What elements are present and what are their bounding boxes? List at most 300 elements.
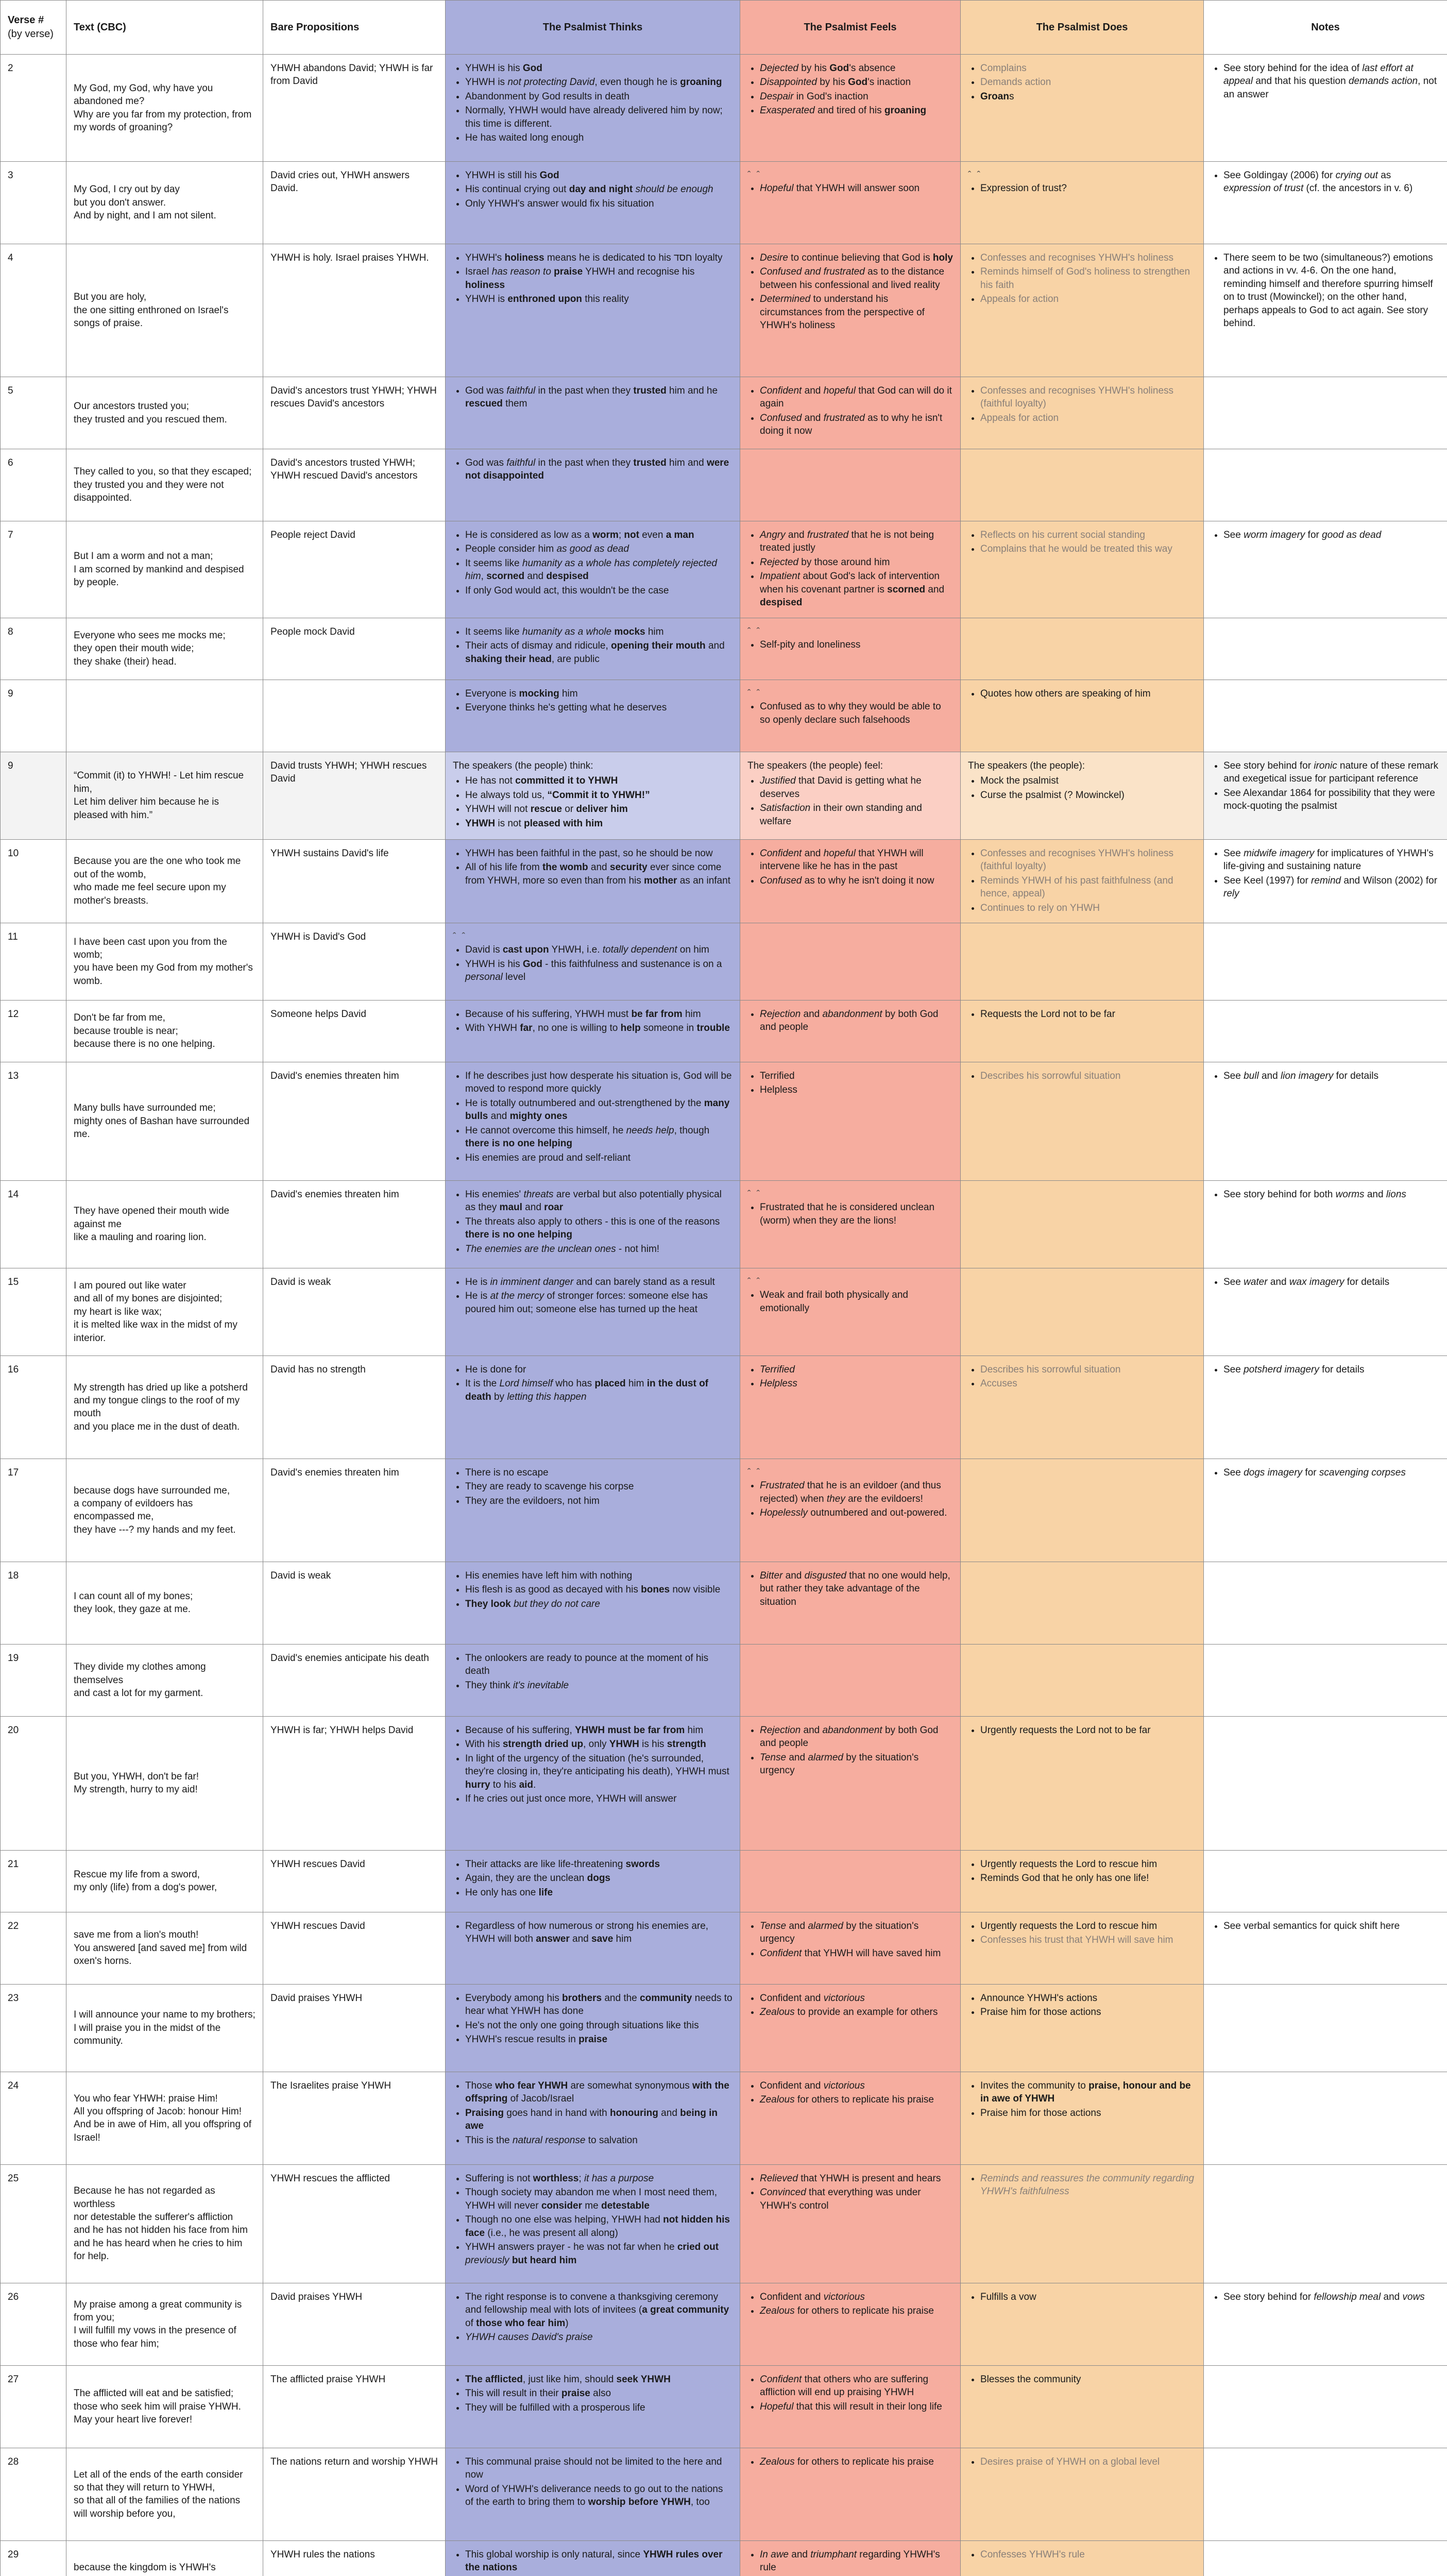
header-verse: Verse # (by verse) xyxy=(1,1,66,55)
list-item: • Zealous for others to replicate his praise xyxy=(760,2304,953,2317)
notes xyxy=(1204,1716,1447,1850)
verse-text: My praise among a great community is from you; I will fulfill my vows in the presence of those who fear him; xyxy=(66,2283,263,2365)
psalmist-does xyxy=(961,2072,1204,2164)
psalmist-feels xyxy=(740,2448,961,2540)
list-item: • YHWH is still his God xyxy=(465,169,733,182)
list-item: • In light of the urgency of the situation (he's surrounded, they're closing in, they're anticipating his death), YHWH must hurry to his aid. xyxy=(465,1752,733,1791)
psalmist-feels xyxy=(740,2283,961,2365)
notes xyxy=(1204,55,1447,162)
verse-text: because dogs have surrounded me, a company of evildoers has encompassed me, they have ---? my hands and my feet. xyxy=(66,1459,263,1562)
notes xyxy=(1204,244,1447,377)
bare-proposition: David is weak xyxy=(263,1562,446,1644)
list-item: • He only has one life xyxy=(465,1886,733,1899)
psalmist-thinks xyxy=(446,2164,740,2283)
psalmist-feels xyxy=(740,2164,961,2283)
list-item: • It seems like humanity as a whole has completely rejected him, scorned and despised xyxy=(465,557,733,583)
psalmist-does xyxy=(961,2540,1204,2576)
table-row xyxy=(1,1984,1447,2072)
verse-number: 27 xyxy=(1,2365,66,2448)
verse-number: 6 xyxy=(1,449,66,521)
list-item: • Confesses and recognises YHWH's holiness xyxy=(980,251,1196,264)
list-item: • Confident and victorious xyxy=(760,2079,953,2092)
list-item: • Praising goes hand in hand with honouring and being in awe xyxy=(465,2107,733,2133)
bare-proposition: David's enemies anticipate his death xyxy=(263,1644,446,1716)
list-item: • The afflicted, just like him, should seek YHWH xyxy=(465,2373,733,2386)
table-row xyxy=(1,244,1447,377)
notes xyxy=(1204,680,1447,752)
verse-number: 16 xyxy=(1,1355,66,1459)
list-item: • Hopeful that this will result in their long life xyxy=(760,2400,953,2413)
psalmist-thinks xyxy=(446,1912,740,1984)
list-item: • There seem to be two (simultaneous?) emotions and actions in vv. 4-6. On the one hand, reminding himself and therefore spurring himself on to trust (Mowinckel); on the other hand, perhaps appeals to God to act again. See story behind. xyxy=(1223,251,1440,330)
verse-number: 9 xyxy=(1,680,66,752)
verse-text: But you are holy, the one sitting enthroned on Israel's songs of praise. xyxy=(66,244,263,377)
table-row xyxy=(1,1850,1447,1912)
psalmist-thinks xyxy=(446,1562,740,1644)
verse-text: My God, my God, why have you abandoned me? Why are you far from my protection, from my words of groaning? xyxy=(66,55,263,162)
psalmist-does xyxy=(961,618,1204,680)
notes xyxy=(1204,2365,1447,2448)
list-item: • Desire to continue believing that God is holy xyxy=(760,251,953,264)
list-item: • Invites the community to praise, honour and be in awe of YHWH xyxy=(980,2079,1196,2106)
notes xyxy=(1204,1850,1447,1912)
list-item: • Terrified xyxy=(760,1363,953,1376)
verse-number: 14 xyxy=(1,1180,66,1268)
table-row xyxy=(1,1000,1447,1062)
list-item: • See Alexandar 1864 for possibility that they were mock-quoting the psalmist xyxy=(1223,787,1440,813)
table-row xyxy=(1,2164,1447,2283)
list-item: • See water and wax imagery for details xyxy=(1223,1276,1440,1289)
list-item: • He is totally outnumbered and out-strengthened by the many bulls and mighty ones xyxy=(465,1097,733,1123)
psalmist-thinks xyxy=(446,1062,740,1180)
verse-number: 11 xyxy=(1,923,66,1000)
list-item: • YHWH will not rescue or deliver him xyxy=(465,803,733,816)
list-item: • If he cries out just once more, YHWH will answer xyxy=(465,1792,733,1805)
list-item: • Word of YHWH's deliverance needs to go out to the nations of the earth to bring them to worship before YHWH, too xyxy=(465,2483,733,2509)
psalmist-does xyxy=(961,1062,1204,1180)
list-item: • Disappointed by his God's inaction xyxy=(760,76,953,89)
list-item: • Tense and alarmed by the situation's urgency xyxy=(760,1751,953,1777)
list-item: • Abandonment by God results in death xyxy=(465,90,733,103)
list-item: • Tense and alarmed by the situation's urgency xyxy=(760,1920,953,1946)
verse-text: Our ancestors trusted you; they trusted and you rescued them. xyxy=(66,377,263,449)
list-item: • His enemies have left him with nothing xyxy=(465,1569,733,1582)
list-item: • The onlookers are ready to pounce at the moment of his death xyxy=(465,1652,733,1678)
list-item: • Though society may abandon me when I most need them, YHWH will never consider me detestable xyxy=(465,2186,733,2212)
psalmist-thinks xyxy=(446,1644,740,1716)
list-item: • Groans xyxy=(980,90,1196,103)
notes xyxy=(1204,1355,1447,1459)
notes xyxy=(1204,2448,1447,2540)
bare-proposition: David's enemies threaten him xyxy=(263,1062,446,1180)
psalmist-does xyxy=(961,1562,1204,1644)
table-row xyxy=(1,2448,1447,2540)
verse-text: Everyone who sees me mocks me; they open their mouth wide; they shake (their) head. xyxy=(66,618,263,680)
list-item: • This is the natural response to salvation xyxy=(465,2134,733,2147)
list-item: • Despair in God's inaction xyxy=(760,90,953,103)
bare-proposition: David's enemies threaten him xyxy=(263,1180,446,1268)
verse-number: 10 xyxy=(1,839,66,923)
verse-number: 18 xyxy=(1,1562,66,1644)
psalmist-does xyxy=(961,1355,1204,1459)
notes xyxy=(1204,2540,1447,2576)
table-row xyxy=(1,377,1447,449)
psalmist-does xyxy=(961,2365,1204,2448)
header-does: The Psalmist Does xyxy=(961,1,1204,55)
psalmist-does xyxy=(961,2164,1204,2283)
psalmist-thinks xyxy=(446,2072,740,2164)
list-item: • Everyone thinks he's getting what he deserves xyxy=(465,701,733,714)
psalmist-feels xyxy=(740,55,961,162)
verse-text: Because you are the one who took me out of the womb, who made me feel secure upon my mother's breasts. xyxy=(66,839,263,923)
list-item: • Praise him for those actions xyxy=(980,2006,1196,2019)
psalmist-thinks: ˆ ˆ • David is cast upon YHWH, i.e. totally dependent on him • YHWH is his God - this faithfulness and sustenance is on a personal level xyxy=(446,923,740,1000)
verse-text: They have opened their mouth wide against me like a mauling and roaring lion. xyxy=(66,1180,263,1268)
notes xyxy=(1204,1062,1447,1180)
list-item: • Expression of trust? xyxy=(980,182,1196,195)
list-item: • Everybody among his brothers and the community needs to hear what YHWH has done xyxy=(465,1992,733,2018)
bare-proposition: YHWH sustains David's life xyxy=(263,839,446,923)
psalmist-feels xyxy=(740,1644,961,1716)
verse-number: 7 xyxy=(1,521,66,618)
bare-proposition: YHWH rescues the afflicted xyxy=(263,2164,446,2283)
verse-text: Rescue my life from a sword, my only (life) from a dog's power, xyxy=(66,1850,263,1912)
table-row xyxy=(1,2072,1447,2164)
psalmist-feels xyxy=(740,1355,961,1459)
psalmist-thinks xyxy=(446,1716,740,1850)
list-item: • Self-pity and loneliness xyxy=(760,638,953,651)
list-item: • Rejection and abandonment by both God and people xyxy=(760,1724,953,1750)
verse-text: “Commit (it) to YHWH! - Let him rescue him, Let him deliver him because he is pleased with him.” xyxy=(66,752,263,839)
bare-proposition: The afflicted praise YHWH xyxy=(263,2365,446,2448)
table-row xyxy=(1,2365,1447,2448)
list-item: • Appeals for action xyxy=(980,293,1196,306)
verse-number: 4 xyxy=(1,244,66,377)
list-item: • Weak and frail both physically and emotionally xyxy=(760,1289,953,1315)
psalmist-thinks xyxy=(446,2540,740,2576)
notes xyxy=(1204,2164,1447,2283)
bare-proposition: David cries out, YHWH answers David. xyxy=(263,162,446,244)
psalmist-feels xyxy=(740,449,961,521)
list-item: • His continual crying out day and night should be enough xyxy=(465,183,733,196)
list-item: • Describes his sorrowful situation xyxy=(980,1070,1196,1082)
list-item: • If only God would act, this wouldn't be the case xyxy=(465,584,733,597)
psalmist-thinks xyxy=(446,2448,740,2540)
psalmist-feels xyxy=(740,244,961,377)
list-item: • Requests the Lord not to be far xyxy=(980,1008,1196,1021)
list-item: • Confused and frustrated as to the distance between his confessional and lived reality xyxy=(760,265,953,292)
notes xyxy=(1204,521,1447,618)
psalmist-thinks xyxy=(446,618,740,680)
psalmist-thinks xyxy=(446,2283,740,2365)
list-item: • See story behind for the idea of last effort at appeal and that his question demands action, not an answer xyxy=(1223,62,1440,101)
list-item: • See verbal semantics for quick shift here xyxy=(1223,1920,1440,1933)
list-item: • Reminds YHWH of his past faithfulness (and hence, appeal) xyxy=(980,874,1196,901)
list-item: • Their attacks are like life-threatening swords xyxy=(465,1858,733,1871)
psalmist-does: ˆ ˆ • Expression of trust? xyxy=(961,162,1204,244)
list-item: • People consider him as good as dead xyxy=(465,543,733,555)
table-row xyxy=(1,1459,1447,1562)
list-item: • Describes his sorrowful situation xyxy=(980,1363,1196,1376)
psalmist-does xyxy=(961,1180,1204,1268)
verse-text: Many bulls have surrounded me; mighty ones of Bashan have surrounded me. xyxy=(66,1062,263,1180)
list-item: • Impatient about God's lack of intervention when his covenant partner is scorned and despised xyxy=(760,570,953,609)
list-item: • See story behind for fellowship meal and vows xyxy=(1223,2291,1440,2303)
list-item: • He is done for xyxy=(465,1363,733,1376)
psalmist-does xyxy=(961,449,1204,521)
list-item: • Frustrated that he is an evildoer (and thus rejected) when they are the evildoers! xyxy=(760,1479,953,1505)
list-item: • They are ready to scavenge his corpse xyxy=(465,1480,733,1493)
psalmist-feels: ˆ ˆ • Frustrated that he is considered unclean (worm) when they are the lions! xyxy=(740,1180,961,1268)
psalmist-feels: ˆ ˆ • Frustrated that he is an evildoer (and thus rejected) when they are the evildoers! • Hopelessly outnumbered and out-powered. xyxy=(740,1459,961,1562)
list-item: • Helpless xyxy=(760,1377,953,1390)
psalmist-feels: The speakers (the people) feel: • Justified that David is getting what he deserves • Satisfaction in their own standing and welfare xyxy=(740,752,961,839)
verse-text: I have been cast upon you from the womb; you have been my God from my mother's womb. xyxy=(66,923,263,1000)
notes xyxy=(1204,752,1447,839)
verse-text: The afflicted will eat and be satisfied; those who seek him will praise YHWH. May your heart live forever! xyxy=(66,2365,263,2448)
list-item: • Confident and hopeful that YHWH will intervene like he has in the past xyxy=(760,847,953,873)
list-item: • Bitter and disgusted that no one would help, but rather they take advantage of the situation xyxy=(760,1569,953,1608)
psalmist-does xyxy=(961,1268,1204,1355)
psalmist-thinks xyxy=(446,55,740,162)
table-row xyxy=(1,680,1447,752)
list-item: • Israel has reason to praise YHWH and recognise his holiness xyxy=(465,265,733,292)
list-item: • With his strength dried up, only YHWH is his strength xyxy=(465,1738,733,1751)
list-item: • He has waited long enough xyxy=(465,131,733,144)
verse-number: 9 xyxy=(1,752,66,839)
psalmist-does xyxy=(961,244,1204,377)
list-item: • Desires praise of YHWH on a global level xyxy=(980,2455,1196,2468)
psalmist-thinks xyxy=(446,1850,740,1912)
bare-proposition: David's enemies threaten him xyxy=(263,1459,446,1562)
table-row xyxy=(1,923,1447,1000)
list-item: • Appeals for action xyxy=(980,412,1196,425)
psalmist-feels xyxy=(740,923,961,1000)
list-item: • Urgently requests the Lord not to be far xyxy=(980,1724,1196,1737)
list-item: • Accuses xyxy=(980,1377,1196,1390)
notes xyxy=(1204,839,1447,923)
psalmist-does xyxy=(961,1000,1204,1062)
psalmist-does xyxy=(961,2283,1204,2365)
table-body xyxy=(1,55,1447,2576)
list-item: • It is the Lord himself who has placed him in the dust of death by letting this happen xyxy=(465,1377,733,1403)
verse-number: 2 xyxy=(1,55,66,162)
list-item: • Everyone is mocking him xyxy=(465,687,733,700)
list-item: • YHWH is enthroned upon this reality xyxy=(465,293,733,306)
list-item: • Confident that others who are suffering affliction will end up praising YHWH xyxy=(760,2373,953,2399)
notes xyxy=(1204,1459,1447,1562)
verse-text: save me from a lion's mouth! You answered [and saved me] from wild oxen's horns. xyxy=(66,1912,263,1984)
verse-text: My strength has dried up like a potsherd and my tongue clings to the roof of my mouth and you place me in the dust of death. xyxy=(66,1355,263,1459)
psalmist-does xyxy=(961,1912,1204,1984)
list-item: • Convinced that everything was under YHWH's control xyxy=(760,2186,953,2212)
list-item: • Only YHWH's answer would fix his situation xyxy=(465,197,733,210)
verse-text: But I am a worm and not a man; I am scorned by mankind and despised by people. xyxy=(66,521,263,618)
bare-proposition: David's ancestors trusted YHWH; YHWH rescued David's ancestors xyxy=(263,449,446,521)
list-item: • Because of his suffering, YHWH must be far from him xyxy=(465,1724,733,1737)
psalmist-does xyxy=(961,680,1204,752)
bare-proposition xyxy=(263,680,446,752)
list-item: • Rejected by those around him xyxy=(760,556,953,569)
table-row xyxy=(1,521,1447,618)
table-row xyxy=(1,1268,1447,1355)
list-item: • He is in imminent danger and can barely stand as a result xyxy=(465,1276,733,1289)
list-item: • Because of his suffering, YHWH must be far from him xyxy=(465,1008,733,1021)
table-row xyxy=(1,1644,1447,1716)
list-item: • They look but they do not care xyxy=(465,1598,733,1611)
psalmist-feels xyxy=(740,1850,961,1912)
list-item: • See Keel (1997) for remind and Wilson (2002) for rely xyxy=(1223,874,1440,901)
list-item: • Hopelessly outnumbered and out-powered. xyxy=(760,1506,953,1519)
list-item: • They will be fulfilled with a prosperous life xyxy=(465,2401,733,2414)
verse-text: Because he has not regarded as worthless nor detestable the sufferer's affliction and he has not hidden his face from him and he has heard when he cries to him for help. xyxy=(66,2164,263,2283)
list-item: • Reminds himself of God's holiness to strengthen his faith xyxy=(980,265,1196,292)
table-row xyxy=(1,2540,1447,2576)
verse-number: 12 xyxy=(1,1000,66,1062)
psalmist-feels xyxy=(740,839,961,923)
list-item: • He always told us, “Commit it to YHWH!” xyxy=(465,789,733,802)
list-item: • He is considered as low as a worm; not even a man xyxy=(465,529,733,541)
list-item: • Reminds God that he only has one life! xyxy=(980,1872,1196,1885)
header-text: Text (CBC) xyxy=(66,1,263,55)
header-notes: Notes xyxy=(1204,1,1447,55)
list-item: • If he describes just how desperate his situation is, God will be moved to respond more quickly xyxy=(465,1070,733,1096)
table-row xyxy=(1,449,1447,521)
bare-proposition: David's ancestors trust YHWH; YHWH rescues David's ancestors xyxy=(263,377,446,449)
table-row xyxy=(1,618,1447,680)
psalmist-feels xyxy=(740,2365,961,2448)
psalmist-thinks xyxy=(446,1984,740,2072)
notes xyxy=(1204,1912,1447,1984)
header-feel: The Psalmist Feels xyxy=(740,1,961,55)
list-item: • God was faithful in the past when they trusted him and he rescued them xyxy=(465,384,733,411)
list-item: • God was faithful in the past when they trusted him and were not disappointed xyxy=(465,456,733,483)
psalmist-feels xyxy=(740,377,961,449)
bare-proposition: David is weak xyxy=(263,1268,446,1355)
list-item: • Confesses and recognises YHWH's holiness (faithful loyalty) xyxy=(980,384,1196,411)
list-item: • See story behind for both worms and lions xyxy=(1223,1188,1440,1201)
notes xyxy=(1204,618,1447,680)
list-item: • This global worship is only natural, since YHWH rules over the nations xyxy=(465,2548,733,2574)
psalmist-feels xyxy=(740,1984,961,2072)
list-item: • Continues to rely on YHWH xyxy=(980,902,1196,914)
list-item: • Complains that he would be treated this way xyxy=(980,543,1196,555)
list-item: • His enemies are proud and self-reliant xyxy=(465,1151,733,1164)
list-item: • He cannot overcome this himself, he needs help, though there is no one helping xyxy=(465,1124,733,1150)
table-row xyxy=(1,1716,1447,1850)
table-row xyxy=(1,162,1447,244)
list-item: • Fulfills a vow xyxy=(980,2291,1196,2303)
list-item: • YHWH is his God xyxy=(465,62,733,75)
bare-proposition: YHWH is far; YHWH helps David xyxy=(263,1716,446,1850)
list-item: • Confident and hopeful that God can will do it again xyxy=(760,384,953,411)
list-item: • YHWH answers prayer - he was not far when he cried out previously but heard him xyxy=(465,2241,733,2267)
verse-number: 24 xyxy=(1,2072,66,2164)
list-item: • Regardless of how numerous or strong his enemies are, YHWH will both answer and save him xyxy=(465,1920,733,1946)
psalmist-feels xyxy=(740,1062,961,1180)
table-row xyxy=(1,1180,1447,1268)
psalmist-thinks xyxy=(446,162,740,244)
list-item: • Dejected by his God's absence xyxy=(760,62,953,75)
list-item: • His enemies' threats are verbal but also potentially physical as they maul and roar xyxy=(465,1188,733,1214)
list-item: • Zealous for others to replicate his praise xyxy=(760,2093,953,2106)
header-think: The Psalmist Thinks xyxy=(446,1,740,55)
psalmist-thinks xyxy=(446,377,740,449)
verse-text: because the kingdom is YHWH's xyxy=(66,2540,263,2576)
bare-proposition: People reject David xyxy=(263,521,446,618)
header-bare: Bare Propositions xyxy=(263,1,446,55)
list-item: • Urgently requests the Lord to rescue him xyxy=(980,1920,1196,1933)
list-item: • Again, they are the unclean dogs xyxy=(465,1872,733,1885)
list-item: • Determined to understand his circumstances from the perspective of YHWH's holiness xyxy=(760,293,953,332)
verse-text: I can count all of my bones; they look, they gaze at me. xyxy=(66,1562,263,1644)
list-item: • Confused as to why he isn't doing it now xyxy=(760,874,953,887)
list-item: • YHWH's holiness means he is dedicated to his חסד loyalty xyxy=(465,251,733,264)
bare-proposition: Someone helps David xyxy=(263,1000,446,1062)
bare-proposition: David has no strength xyxy=(263,1355,446,1459)
verse-number: 26 xyxy=(1,2283,66,2365)
notes xyxy=(1204,449,1447,521)
bare-proposition: David praises YHWH xyxy=(263,2283,446,2365)
list-item: • Quotes how others are speaking of him xyxy=(980,687,1196,700)
list-item: • See story behind for ironic nature of these remark and exegetical issue for participant reference xyxy=(1223,759,1440,786)
psalmist-thinks xyxy=(446,839,740,923)
list-item: • YHWH causes David's praise xyxy=(465,2331,733,2344)
notes xyxy=(1204,1644,1447,1716)
psalmist-thinks xyxy=(446,2365,740,2448)
list-item: • Confident that YHWH will have saved him xyxy=(760,1947,953,1960)
list-item: • There is no escape xyxy=(465,1466,733,1479)
psalmist-does xyxy=(961,521,1204,618)
list-item: • YHWH is not protecting David, even though he is groaning xyxy=(465,76,733,89)
psalmist-feels: ˆ ˆ • Self-pity and loneliness xyxy=(740,618,961,680)
bare-proposition: YHWH is David's God xyxy=(263,923,446,1000)
verse-number: 20 xyxy=(1,1716,66,1850)
list-item: • With YHWH far, no one is willing to help someone in trouble xyxy=(465,1022,733,1035)
list-item: • It seems like humanity as a whole mocks him xyxy=(465,625,733,638)
table-row xyxy=(1,1562,1447,1644)
verse-number: 13 xyxy=(1,1062,66,1180)
notes xyxy=(1204,1180,1447,1268)
notes xyxy=(1204,2283,1447,2365)
list-item: • He is at the mercy of stronger forces: someone else has poured him out; someone else has turned up the heat xyxy=(465,1290,733,1316)
verse-text: But you, YHWH, don't be far! My strength, hurry to my aid! xyxy=(66,1716,263,1850)
verse-number: 23 xyxy=(1,1984,66,2072)
verse-text: They called to you, so that they escaped; they trusted you and they were not disappointed. xyxy=(66,449,263,521)
verse-number: 15 xyxy=(1,1268,66,1355)
verse-number: 8 xyxy=(1,618,66,680)
bare-proposition: David trusts YHWH; YHWH rescues David xyxy=(263,752,446,839)
list-item: • YHWH's rescue results in praise xyxy=(465,2033,733,2046)
psalmist-does xyxy=(961,377,1204,449)
list-item: • This communal praise should not be limited to the here and now xyxy=(465,2455,733,2482)
header-row xyxy=(1,1,1447,55)
list-item: • Confident and victorious xyxy=(760,1992,953,2005)
psalmist-feels: ˆ ˆ • Hopeful that YHWH will answer soon xyxy=(740,162,961,244)
psalmist-feels xyxy=(740,2540,961,2576)
verse-text: Don't be far from me, because trouble is near; because there is no one helping. xyxy=(66,1000,263,1062)
psalmist-thinks xyxy=(446,449,740,521)
list-item: • Confused and frustrated as to why he isn't doing it now xyxy=(760,412,953,438)
list-item: • He's not the only one going through situations like this xyxy=(465,2019,733,2032)
list-item: • Complains xyxy=(980,62,1196,75)
list-item: • Terrified xyxy=(760,1070,953,1082)
verse-text: My God, I cry out by day but you don't answer. And by night, and I am not silent. xyxy=(66,162,263,244)
verse-text: They divide my clothes among themselves and cast a lot for my garment. xyxy=(66,1644,263,1716)
verse-text: I am poured out like water and all of my bones are disjointed; my heart is like wax; it is melted like wax in the midst of my interior. xyxy=(66,1268,263,1355)
notes xyxy=(1204,162,1447,244)
psalmist-thinks xyxy=(446,1459,740,1562)
